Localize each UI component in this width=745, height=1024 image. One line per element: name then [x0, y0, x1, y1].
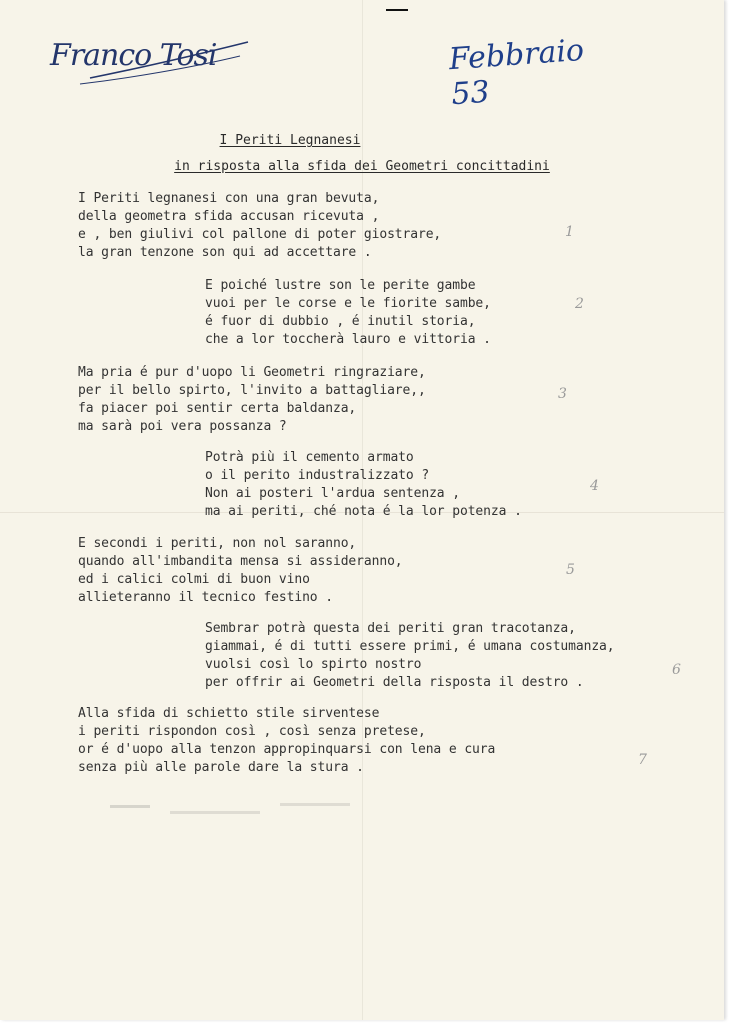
verse-line: o il perito industralizzato ?: [205, 468, 430, 483]
verse-line: Non ai posteri l'ardua sentenza ,: [205, 486, 460, 501]
verse-line: fa piacer poi sentir certa baldanza,: [78, 401, 357, 416]
stanza: [78, 190, 441, 262]
handwritten-date: Febbraio 53: [447, 32, 586, 113]
verse-line: che a lor toccherà lauro e vittoria .: [205, 332, 491, 347]
verse-line: senza più alle parole dare la stura .: [78, 760, 364, 775]
verse-line: quando all'imbandita mensa si assideranno,: [78, 554, 403, 569]
margin-number: 6: [672, 662, 681, 678]
verse-line: i periti rispondon così , così senza pretese,: [78, 724, 426, 739]
verse-line: per offrir ai Geometri della risposta il destro .: [205, 675, 584, 690]
stanza: [78, 364, 426, 436]
verse-line: Alla sfida di schietto stile sirventese: [78, 706, 380, 721]
verse-line: e , ben giulivi col pallone di poter giostrare,: [78, 227, 442, 242]
document-title: I Periti Legnanesi: [219, 133, 361, 148]
margin-number: 3: [558, 386, 567, 402]
stanza: [205, 620, 615, 692]
margin-number: 2: [575, 296, 584, 312]
verse-line: ma ai periti, ché nota é la lor potenza .: [205, 504, 522, 519]
verse-line: Ma pria é pur d'uopo li Geometri ringraziare,: [78, 365, 426, 380]
verse-line: ed i calici colmi di buon vino: [78, 572, 310, 587]
verse-line: I Periti legnanesi con una gran bevuta,: [78, 191, 380, 206]
stanza: [78, 705, 495, 777]
letterhead-logo: [50, 34, 250, 90]
verse-line: é fuor di dubbio , é inutil storia,: [205, 314, 476, 329]
verse-line: vuoi per le corse e le fiorite sambe,: [205, 296, 491, 311]
verse-line: della geometra sfida accusan ricevuta ,: [78, 209, 380, 224]
margin-number: 4: [590, 478, 599, 494]
show-through-marks: [110, 797, 390, 827]
ink-mark: [386, 9, 408, 11]
verse-line: E secondi i periti, non nol saranno,: [78, 536, 357, 551]
document-subtitle: in risposta alla sfida dei Geometri concittadini: [174, 159, 550, 174]
stanza: [205, 449, 522, 521]
stanza: [78, 535, 403, 607]
logo-flourish-icon: [50, 34, 250, 90]
stanza: [205, 277, 491, 349]
verse-line: or é d'uopo alla tenzon appropinquarsi con lena e cura: [78, 742, 496, 757]
verse-line: ma sarà poi vera possanza ?: [78, 419, 287, 434]
verse-line: Potrà più il cemento armato: [205, 450, 414, 465]
verse-line: vuolsi così lo spirto nostro: [205, 657, 422, 672]
verse-line: E poiché lustre son le perite gambe: [205, 278, 476, 293]
letterhead-signature: Franco Tosi: [50, 38, 217, 73]
margin-number: 7: [638, 752, 647, 768]
verse-line: giammai, é di tutti essere primi, é umana costumanza,: [205, 639, 615, 654]
verse-line: la gran tenzone son qui ad accettare .: [78, 245, 372, 260]
verse-line: per il bello spirto, l'invito a battagliare,,: [78, 383, 426, 398]
margin-number: 1: [565, 224, 574, 240]
verse-line: allieteranno il tecnico festino .: [78, 590, 333, 605]
verse-line: Sembrar potrà questa dei periti gran tracotanza,: [205, 621, 576, 636]
margin-number: 5: [566, 562, 575, 578]
